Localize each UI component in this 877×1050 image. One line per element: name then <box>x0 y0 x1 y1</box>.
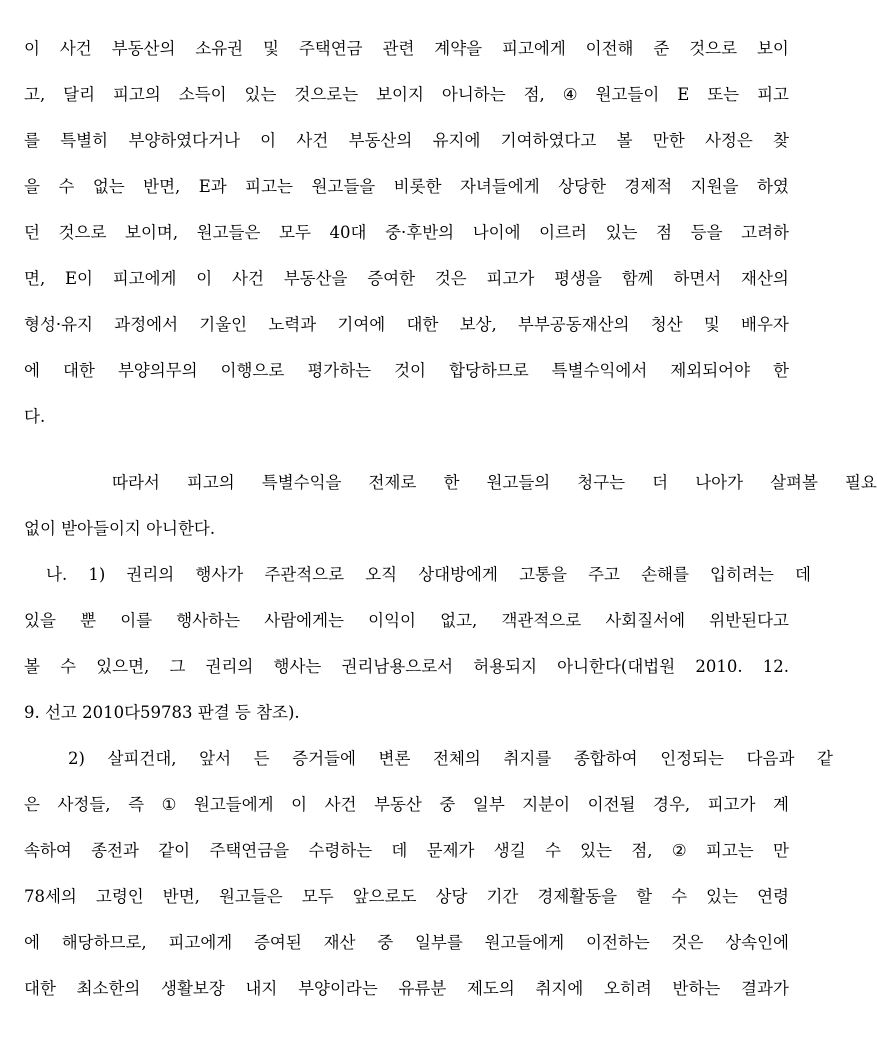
text-line <box>24 460 877 506</box>
text-segment: 손해를 <box>641 564 689 584</box>
text-segment: 상당 <box>435 886 468 906</box>
text-segment: 점, <box>523 84 545 104</box>
text-segment: 원고들의 <box>486 472 551 492</box>
text-segment: 이르러 <box>539 222 587 242</box>
text-segment: 기여하였다고 <box>500 130 597 150</box>
text-segment: 허용되지 <box>473 656 538 676</box>
text-segment: 사람에게는 <box>264 610 344 630</box>
text-segment: 뿐 <box>80 610 97 630</box>
text-segment: 앞서 <box>199 748 232 768</box>
text-segment: 을 <box>24 176 40 196</box>
text-line <box>24 72 789 118</box>
text-segment: 나이에 <box>472 222 521 242</box>
text-segment: 인정되는 <box>660 748 724 768</box>
text-segment: 부동산의 <box>111 38 176 58</box>
text-segment: 취지에 <box>535 978 584 998</box>
text-segment: 사정은 <box>704 130 753 150</box>
document-body <box>24 26 877 1012</box>
text-segment: 고, <box>24 84 46 104</box>
text-segment: 중·후반의 <box>385 222 455 242</box>
text-segment: 형성·유지 <box>24 314 94 334</box>
text-segment: 반면, <box>143 176 181 196</box>
text-segment: 이 <box>260 130 277 150</box>
text-segment: 피고는 <box>705 840 754 860</box>
text-segment: 노력과 <box>268 314 317 334</box>
text-segment: 나아가 <box>695 472 744 492</box>
text-line <box>24 598 789 644</box>
text-segment: 하면서 <box>673 268 722 288</box>
text-segment: 사건 <box>296 130 329 150</box>
text-segment: 상당한 <box>558 176 606 196</box>
text-segment: 찾 <box>773 130 789 150</box>
text-segment: 든 <box>253 748 270 768</box>
text-segment: 은 <box>24 794 40 814</box>
text-segment: 행사가 <box>195 564 244 584</box>
text-segment: 피고에게 <box>168 932 233 952</box>
text-segment: 보이 <box>756 38 789 58</box>
text-segment: 경제적 <box>624 176 673 196</box>
text-segment: 만한 <box>652 130 685 150</box>
text-segment: 던 <box>24 222 40 242</box>
text-segment: 한 <box>773 360 789 380</box>
text-segment: 중 <box>377 932 394 952</box>
text-segment: 유지에 <box>432 130 481 150</box>
text-line <box>24 26 789 72</box>
text-segment: 피고의 <box>186 472 235 492</box>
text-segment: 특별수익을 <box>261 472 342 492</box>
text-segment: 생길 <box>493 840 526 860</box>
text-segment: 권리남용으로서 <box>341 656 454 676</box>
text-line <box>24 644 789 690</box>
text-line <box>24 164 789 210</box>
text-segment: 경우, <box>653 794 691 814</box>
text-segment: 준 <box>653 38 670 58</box>
text-segment: 아니하는 <box>441 84 506 104</box>
text-segment: 사정들, <box>57 794 111 814</box>
text-segment: 살피건대, <box>107 748 177 768</box>
text-segment: 고령인 <box>95 886 144 906</box>
text-segment: 데 <box>794 564 811 584</box>
text-segment: 자녀들에게 <box>459 176 540 196</box>
text-segment: 점, <box>631 840 653 860</box>
text-segment: 내지 <box>245 978 278 998</box>
text-segment: 관련 <box>382 38 415 58</box>
text-segment: 이익이 <box>368 610 416 630</box>
text-segment: 함께 <box>621 268 654 288</box>
text-segment: 없고, <box>440 610 478 630</box>
text-segment: 생활보장 <box>161 978 225 998</box>
text-segment: 원고들이 <box>595 84 660 104</box>
text-segment: 다음과 <box>746 748 795 768</box>
text-segment: 원고들을 <box>311 176 376 196</box>
text-line <box>24 552 811 598</box>
text-segment: 한 <box>443 472 460 492</box>
text-segment: 있는 <box>605 222 638 242</box>
text-segment: 해당하므로, <box>61 932 147 952</box>
text-segment: 그 <box>169 656 186 676</box>
text-line <box>24 302 789 348</box>
text-segment: 이 <box>196 268 213 288</box>
text-segment: 평가하는 <box>307 360 372 380</box>
text-segment: 다. <box>24 406 46 426</box>
text-segment: 계 <box>773 794 789 814</box>
text-segment: 피고가 <box>707 794 756 814</box>
text-segment: 2010. <box>695 656 743 676</box>
text-segment: 등을 <box>690 222 723 242</box>
text-segment: 볼 <box>616 130 633 150</box>
text-segment: 이전해 <box>585 38 634 58</box>
text-segment: 아니한다(대법원 <box>557 656 676 676</box>
text-segment: E이 <box>64 268 93 288</box>
text-segment: 있는 <box>706 886 739 906</box>
text-segment: 과정에서 <box>114 314 179 334</box>
text-segment: 문제가 <box>426 840 475 860</box>
text-segment: 것으로 <box>689 38 738 58</box>
text-segment: 살펴볼 <box>770 472 818 492</box>
text-segment: 데 <box>391 840 408 860</box>
text-segment: 2) <box>68 748 85 768</box>
text-segment: 소유권 <box>195 38 244 58</box>
text-segment: 있는 <box>244 84 277 104</box>
text-segment: 에 <box>24 360 40 380</box>
text-segment: 피고에게 <box>112 268 177 288</box>
text-segment: 특별수익에서 <box>551 360 648 380</box>
text-segment: 따라서 <box>112 472 160 492</box>
text-segment: 및 <box>263 38 279 58</box>
text-segment: 사건 <box>324 794 357 814</box>
text-segment: 수 <box>544 840 561 860</box>
text-segment: ④ <box>562 84 578 104</box>
text-segment: 없이 받아들이지 아니한다. <box>24 518 216 538</box>
text-line <box>24 394 789 440</box>
text-segment: 취지를 <box>503 748 552 768</box>
text-segment: 및 <box>703 314 720 334</box>
text-segment: 같 <box>817 748 833 768</box>
text-segment: 보이며, <box>125 222 179 242</box>
text-segment: 전체의 <box>433 748 481 768</box>
text-segment: 일부를 <box>414 932 463 952</box>
text-segment: 배우자 <box>741 314 789 334</box>
text-segment: 사회질서에 <box>605 610 686 630</box>
text-segment: 할 <box>636 886 653 906</box>
text-segment: 수 <box>60 656 77 676</box>
text-segment: 권리의 <box>126 564 175 584</box>
text-segment: 피고가 <box>486 268 535 288</box>
text-segment: 있을 <box>24 610 56 630</box>
text-segment: 행사는 <box>273 656 322 676</box>
text-segment: 이를 <box>120 610 153 630</box>
text-segment: 재산의 <box>741 268 789 288</box>
text-segment: 있는 <box>580 840 613 860</box>
text-segment: 계약을 <box>434 38 483 58</box>
text-segment: 제외되어야 <box>670 360 751 380</box>
text-segment: 비롯한 <box>393 176 442 196</box>
text-segment: 달리 <box>63 84 96 104</box>
text-segment: 증여한 <box>367 268 416 288</box>
text-segment: 연령 <box>757 886 789 906</box>
text-segment: 피고 <box>757 84 789 104</box>
text-segment: 것으로 <box>58 222 107 242</box>
text-segment: 나. <box>46 564 68 584</box>
text-segment: 종전과 <box>91 840 139 860</box>
text-segment: 피고에게 <box>502 38 566 58</box>
text-segment: 상대방에게 <box>418 564 498 584</box>
text-segment: 특별히 <box>60 130 109 150</box>
text-segment: 대한 <box>24 978 56 998</box>
text-segment: 원고들은 <box>218 886 283 906</box>
text-segment: 기울인 <box>199 314 248 334</box>
text-segment: 대한 <box>406 314 439 334</box>
text-segment: 없는 <box>92 176 125 196</box>
text-segment: 이 <box>24 38 40 58</box>
text-segment: 오히려 <box>604 978 652 998</box>
text-segment: 이 <box>291 794 308 814</box>
text-line <box>24 348 789 394</box>
text-segment: 평생을 <box>554 268 602 288</box>
text-segment: 원고들에게 <box>484 932 565 952</box>
text-line <box>24 690 789 736</box>
text-segment: 부부공동재산의 <box>517 314 630 334</box>
text-line <box>24 118 789 164</box>
text-segment: 합당하므로 <box>448 360 529 380</box>
paragraph-gap <box>24 440 789 460</box>
text-segment: 보이지 <box>376 84 424 104</box>
text-segment: 부양이라는 <box>298 978 378 998</box>
text-segment: 부동산 <box>374 794 422 814</box>
text-segment: 보상, <box>459 314 497 334</box>
text-segment: 최소한의 <box>76 978 141 998</box>
text-segment: 이전하는 <box>586 932 650 952</box>
text-segment: 변론 <box>378 748 411 768</box>
text-segment: 반하는 <box>672 978 721 998</box>
text-segment: 권리의 <box>205 656 254 676</box>
text-segment: 청구는 <box>577 472 626 492</box>
text-segment: 유류분 <box>398 978 447 998</box>
text-segment: 수 <box>58 176 75 196</box>
text-segment: 부양하였다거나 <box>128 130 240 150</box>
text-segment: ② <box>671 840 687 860</box>
text-segment: 이전될 <box>587 794 636 814</box>
text-segment: 즉 <box>128 794 145 814</box>
text-line <box>24 506 789 552</box>
text-segment: 대한 <box>62 360 95 380</box>
text-line <box>24 966 789 1012</box>
text-segment: 행사하는 <box>176 610 241 630</box>
text-segment: 볼 <box>24 656 40 676</box>
text-segment: 주관적으로 <box>264 564 345 584</box>
text-segment: 일부 <box>472 794 505 814</box>
text-line <box>24 782 789 828</box>
text-segment: 에 <box>24 932 40 952</box>
text-segment: 면, <box>24 268 46 288</box>
text-segment: 고통을 <box>519 564 567 584</box>
text-segment: E <box>677 84 690 104</box>
text-segment: 부동산의 <box>348 130 413 150</box>
text-segment: 78세의 <box>24 886 77 906</box>
text-segment: 반면, <box>162 886 200 906</box>
text-segment: 만 <box>773 840 789 860</box>
text-segment: 원고들은 <box>196 222 261 242</box>
text-segment: 기간 <box>486 886 519 906</box>
text-segment: 오직 <box>365 564 398 584</box>
text-line <box>24 256 789 302</box>
text-segment: 점 <box>656 222 673 242</box>
text-line <box>24 828 789 874</box>
text-segment: 있으면, <box>96 656 150 676</box>
text-segment: 수 <box>671 886 688 906</box>
text-segment: 증거들에 <box>292 748 356 768</box>
text-segment: 더 <box>652 472 669 492</box>
text-segment: 주택연금을 <box>209 840 290 860</box>
text-segment: 원고들에게 <box>193 794 274 814</box>
text-line <box>24 210 789 256</box>
text-segment: 주택연금 <box>298 38 363 58</box>
text-segment: 재산 <box>323 932 356 952</box>
text-segment: 중 <box>439 794 456 814</box>
text-segment: 지원을 <box>690 176 739 196</box>
text-segment: 수령하는 <box>308 840 373 860</box>
text-segment: 부양의무의 <box>117 360 198 380</box>
text-segment: 또는 <box>707 84 740 104</box>
text-segment: E과 <box>198 176 227 196</box>
text-segment: 피고의 <box>112 84 161 104</box>
text-segment: 것이 <box>394 360 426 380</box>
text-segment: 것은 <box>671 932 704 952</box>
text-segment: 기여에 <box>337 314 386 334</box>
text-segment: 12. <box>762 656 789 676</box>
text-segment: 모두 <box>279 222 311 242</box>
text-segment: 지분이 <box>522 794 571 814</box>
text-segment: 것으로는 <box>294 84 359 104</box>
text-segment: 것은 <box>434 268 467 288</box>
text-segment: 상속인에 <box>725 932 789 952</box>
text-segment: 속하여 <box>24 840 72 860</box>
text-segment: 같이 <box>158 840 191 860</box>
text-segment: 40대 <box>329 222 367 242</box>
text-segment: 부동산을 <box>283 268 348 288</box>
text-segment: 를 <box>24 130 40 150</box>
text-segment: 고려하 <box>741 222 789 242</box>
text-segment: 입히려는 <box>710 564 774 584</box>
text-segment: 청산 <box>650 314 683 334</box>
text-segment: 피고는 <box>245 176 293 196</box>
text-segment: 모두 <box>301 886 334 906</box>
text-segment: 전제로 <box>368 472 417 492</box>
text-segment: 이행으로 <box>220 360 285 380</box>
text-segment: 주고 <box>588 564 620 584</box>
text-segment: 객관적으로 <box>501 610 582 630</box>
text-segment: 사건 <box>59 38 92 58</box>
text-segment: ① <box>161 794 177 814</box>
text-segment: 종합하여 <box>573 748 638 768</box>
text-segment: 앞으로도 <box>352 886 417 906</box>
text-segment: 하였 <box>756 176 789 196</box>
text-segment: 필요 <box>844 472 877 492</box>
text-line <box>24 874 789 920</box>
text-segment: 위반된다고 <box>709 610 789 630</box>
text-segment: 경제활동을 <box>537 886 618 906</box>
text-segment: 결과가 <box>741 978 789 998</box>
text-segment: 1) <box>88 564 106 584</box>
text-segment: 증여된 <box>253 932 302 952</box>
text-line <box>24 920 789 966</box>
text-segment: 제도의 <box>466 978 515 998</box>
text-line <box>24 736 833 782</box>
text-segment: 9. 선고 2010다59783 판결 등 참조). <box>24 702 300 722</box>
text-segment: 사건 <box>232 268 264 288</box>
text-segment: 소득이 <box>178 84 227 104</box>
